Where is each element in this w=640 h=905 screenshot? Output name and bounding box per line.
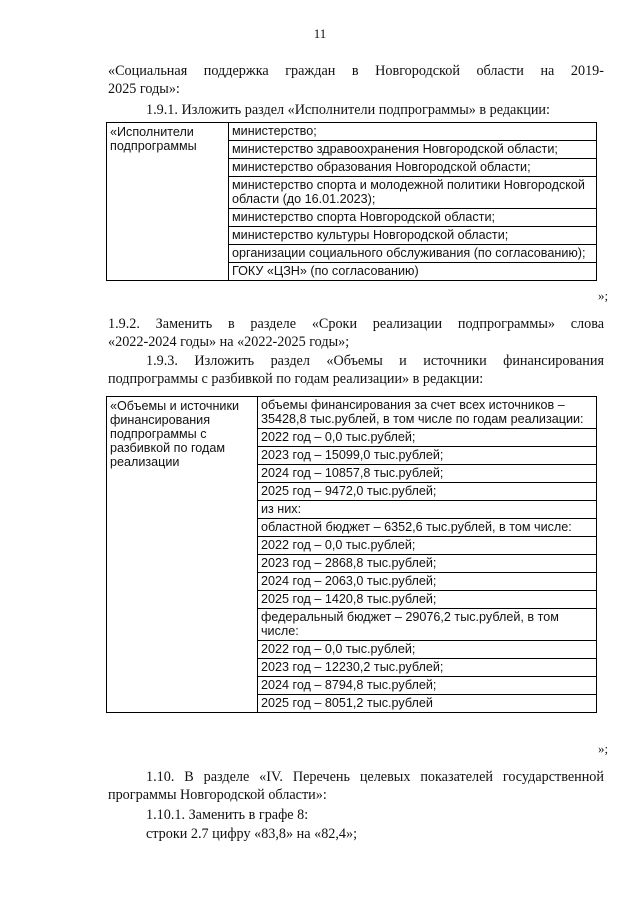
paragraph-1-9-3-line-2: подпрограммы с разбивкой по годам реализации» в редакции: <box>108 371 484 387</box>
financing-row-text: 2023 год – 15099,0 тыс.рублей; <box>258 447 597 465</box>
financing-table <box>106 396 597 713</box>
paragraph-1-10-line-2: программы Новгородской области»: <box>108 787 327 803</box>
financing-row <box>107 397 597 429</box>
financing-row-text: 2022 год – 0,0 тыс.рублей; <box>258 429 597 447</box>
financing-row-text: 2022 год – 0,0 тыс.рублей; <box>258 641 597 659</box>
financing-row-text: 2024 год – 2063,0 тыс.рублей; <box>258 573 597 591</box>
executors-table-closing: »; <box>598 288 609 303</box>
financing-row-text: 2024 год – 10857,8 тыс.рублей; <box>258 465 597 483</box>
executor-row-text: министерство спорта и молодежной политики Новгородской области (до 16.01.2023); <box>229 177 597 209</box>
financing-row-text: объемы финансирования за счет всех источников – 35428,8 тыс.рублей, в том числе по годам реализации: <box>258 397 597 429</box>
financing-row-text: 2023 год – 2868,8 тыс.рублей; <box>258 555 597 573</box>
financing-row-text: 2023 год – 12230,2 тыс.рублей; <box>258 659 597 677</box>
financing-row-text: 2024 год – 8794,8 тыс.рублей; <box>258 677 597 695</box>
executor-row-text: министерство образования Новгородской области; <box>229 159 597 177</box>
executors-table <box>106 122 597 281</box>
financing-label-cell: «Объемы и источники финансирования подпрограммы с разбивкой по годам реализации <box>107 397 258 713</box>
financing-row-text: областной бюджет – 6352,6 тыс.рублей, в том числе: <box>258 519 597 537</box>
executor-row-text: министерство культуры Новгородской области; <box>229 227 597 245</box>
executor-row-text: ГОКУ «ЦЗН» (по согласованию) <box>229 263 597 281</box>
executor-row-text: организации социального обслуживания (по согласованию); <box>229 245 597 263</box>
executor-row-text: министерство здравоохранения Новгородской области; <box>229 141 597 159</box>
executor-row-text: министерство спорта Новгородской области; <box>229 209 597 227</box>
financing-row-text: 2025 год – 9472,0 тыс.рублей; <box>258 483 597 501</box>
financing-row-text: 2022 год – 0,0 тыс.рублей; <box>258 537 597 555</box>
financing-row-text: федеральный бюджет – 29076,2 тыс.рублей, в том числе: <box>258 609 597 641</box>
paragraph-1-9-2-line-2: «2022-2024 годы» на «2022-2025 годы»; <box>108 334 350 350</box>
executor-row <box>107 123 597 141</box>
executors-label-cell: «Исполнители подпрограммы <box>107 123 229 281</box>
paragraph-1-10-line-1: 1.10. В разделе «IV. Перечень целевых показателей государственной <box>146 769 604 785</box>
financing-table-closing: »; <box>598 741 609 756</box>
paragraph-1-9-1: 1.9.1. Изложить раздел «Исполнители подпрограммы» в редакции: <box>146 102 550 118</box>
intro-line-2: 2025 годы»: <box>108 81 180 97</box>
paragraph-1-10-1: 1.10.1. Заменить в графе 8: <box>146 807 309 823</box>
paragraph-row-2-7: строки 2.7 цифру «83,8» на «82,4»; <box>146 826 358 842</box>
financing-row-text: из них: <box>258 501 597 519</box>
financing-row-text: 2025 год – 8051,2 тыс.рублей <box>258 695 597 713</box>
executor-row-text: министерство; <box>229 123 597 141</box>
page-number: 11 <box>313 26 327 41</box>
paragraph-1-9-3-line-1: 1.9.3. Изложить раздел «Объемы и источники финансирования <box>146 353 604 369</box>
financing-row-text: 2025 год – 1420,8 тыс.рублей; <box>258 591 597 609</box>
paragraph-1-9-2-line-1: 1.9.2. Заменить в разделе «Сроки реализации подпрограммы» слова <box>108 316 604 332</box>
intro-line-1: «Социальная поддержка граждан в Новгородской области на 2019- <box>108 63 604 79</box>
